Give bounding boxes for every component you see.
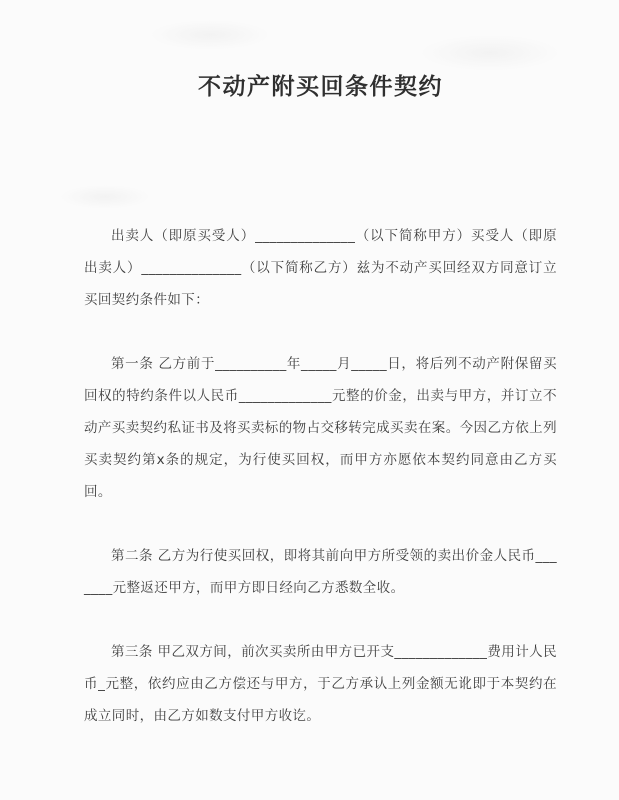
document-title: 不动产附买回条件契约 [198, 74, 443, 100]
paragraph-clause-1: 第一条 乙方前于__________年_____月_____日，将后列不动产附保留买回权的特约条件以人民币_____________元整的价金，出卖与甲方，并订立不动产买卖契约私证书及将买卖标的物占交移转完成买卖在案。今因乙方依上列买卖契约第x条的规定，为行使买回权，而甲方亦愿依本契约同意由乙方买回。 [84, 356, 557, 500]
paragraph-intro: 出卖人（即原买受人）______________（以下简称甲方）买受人（即原出卖人）______________（以下简称乙方）兹为不动产买回经双方同意订立买回契约条件如下： [84, 228, 557, 308]
paragraph-clause-2: 第二条 乙方为行使买回权，即将其前向甲方所受领的卖出价金人民币_______元整返还甲方，而甲方即日经向乙方悉数全收。 [84, 548, 557, 596]
paragraph-clause-3: 第三条 甲乙双方间，前次买卖所由甲方已开支_____________费用计人民币_元整，依约应由乙方偿还与甲方，于乙方承认上列金额无讹即于本契约在成立同时，由乙方如数支付甲方收讫。 [84, 644, 557, 724]
